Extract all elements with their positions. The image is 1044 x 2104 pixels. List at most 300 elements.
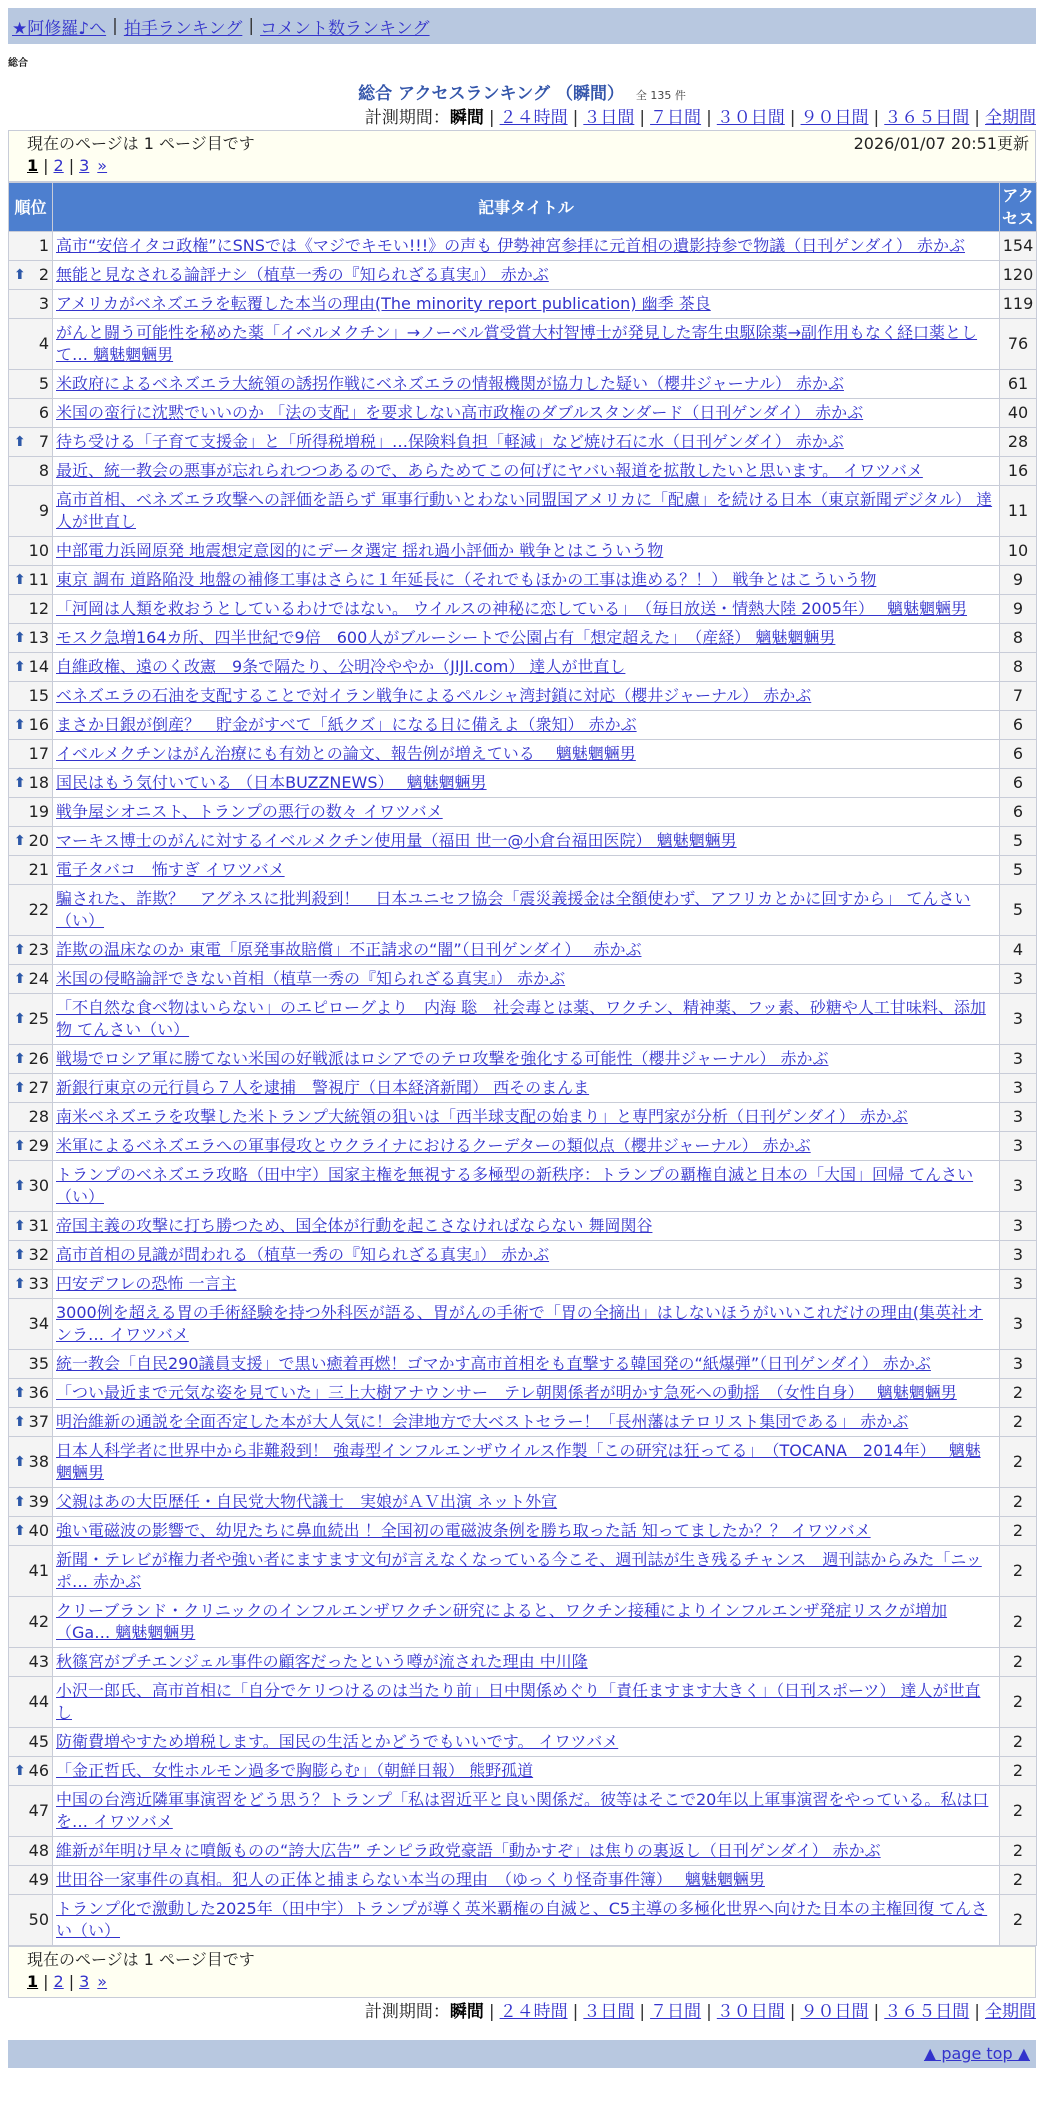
article-link[interactable]: 強い電磁波の影響で、幼児たちに鼻血続出 ！全国初の電磁波条例を勝ち取った話 知ってましたか？？ イワツバメ <box>56 1521 871 1540</box>
access-count: 76 <box>1000 319 1037 370</box>
article-link[interactable]: 防衛費増やすため増税します。国民の生活とかどうでもいいです。 イワツバメ <box>56 1732 619 1751</box>
period-link[interactable]: ２４時間 <box>499 2002 568 2022</box>
title-cell <box>53 769 1000 798</box>
period-separator: | <box>706 108 712 128</box>
rank-number: 9 <box>38 501 49 520</box>
up-arrow-icon: ⬆ <box>14 1011 26 1027</box>
table-row <box>9 1837 1037 1866</box>
column-header-title: 記事タイトル <box>53 183 1000 232</box>
pager-separator: | <box>43 1972 49 1991</box>
table-row <box>9 232 1037 261</box>
period-separator: | <box>974 108 980 128</box>
period-separator: | <box>789 2002 796 2022</box>
article-link[interactable]: クリーブランド・クリニックのインフルエンザワクチン研究によると、ワクチン接種によりインフルエンザ発症リスクが増加（Ga… 魑魅魍魎男 <box>56 1601 948 1642</box>
article-link[interactable]: まさか日銀が倒産？ 貯金がすべて「紙クズ」になる日に備えよ（衆知） 赤かぶ <box>56 715 637 734</box>
rank-number: 32 <box>28 1245 49 1264</box>
rank-number: 39 <box>28 1492 49 1511</box>
article-link[interactable]: 「金正哲氏、女性ホルモン過多で胸膨らむ」（朝鮮日報） 熊野孤道 <box>56 1761 534 1780</box>
title-cell <box>53 798 1000 827</box>
access-count: 119 <box>1000 290 1037 319</box>
title-cell <box>53 1212 1000 1241</box>
period-link[interactable]: ３日間 <box>583 108 635 128</box>
access-count: 2 <box>1000 1517 1037 1546</box>
table-row <box>9 1241 1037 1270</box>
table-row <box>9 624 1037 653</box>
period-current: 瞬間 <box>449 108 484 128</box>
access-count: 3 <box>1000 1045 1037 1074</box>
rank-cell <box>9 1408 53 1437</box>
article-link[interactable]: 高市首相の見識が問われる（植草一秀の『知られざる真実』） 赤かぶ <box>56 1245 550 1264</box>
title-cell <box>53 624 1000 653</box>
rank-cell <box>9 428 53 457</box>
title-cell <box>53 1546 1000 1597</box>
title-cell <box>53 566 1000 595</box>
title-cell <box>53 428 1000 457</box>
rank-number: 24 <box>28 969 49 988</box>
table-row <box>9 399 1037 428</box>
table-row <box>9 1270 1037 1299</box>
title-cell <box>53 261 1000 290</box>
rank-cell <box>9 1212 53 1241</box>
article-link[interactable]: 統一教会「自民290議員支援」で黒い癒着再燃！ゴマかす高市首相をも直撃する韓国発の“紙爆弾”（日刊ゲンダイ） 赤かぶ <box>56 1354 931 1373</box>
table-row <box>9 1379 1037 1408</box>
article-link[interactable]: 小沢一郎氏、高市首相に「自分でケリつけるのは当たり前」日中関係めぐり「責任ますます大きく」（日刊スポーツ） 達人が世直し <box>56 1681 981 1722</box>
rank-cell <box>9 1350 53 1379</box>
access-count: 7 <box>1000 682 1037 711</box>
column-header-rank: 順位 <box>9 183 53 232</box>
access-count: 3 <box>1000 1270 1037 1299</box>
period-current: 瞬間 <box>449 2002 484 2022</box>
page-title <box>0 79 1044 104</box>
rank-cell <box>9 261 53 290</box>
up-arrow-icon: ⬆ <box>14 1247 26 1263</box>
article-link[interactable]: 円安デフレの恐怖 一言主 <box>56 1274 237 1293</box>
table-row <box>9 1648 1037 1677</box>
title-cell <box>53 537 1000 566</box>
table-row <box>9 1212 1037 1241</box>
rank-number: 43 <box>28 1652 49 1671</box>
up-arrow-icon: ⬆ <box>14 1276 26 1292</box>
rank-cell <box>9 1677 53 1728</box>
access-count: 3 <box>1000 1074 1037 1103</box>
rank-number: 30 <box>28 1176 49 1195</box>
access-count: 40 <box>1000 399 1037 428</box>
pager-separator: | <box>68 1972 75 1991</box>
table-row <box>9 537 1037 566</box>
rank-number: 37 <box>28 1412 49 1431</box>
access-count: 6 <box>1000 769 1037 798</box>
rank-number: 26 <box>28 1049 49 1068</box>
access-count: 2 <box>1000 1757 1037 1786</box>
access-count: 9 <box>1000 566 1037 595</box>
nav-link-asyura[interactable]: ★阿修羅♪へ <box>12 18 107 39</box>
article-link[interactable]: 世田谷一家事件の真相。犯人の正体と捕まらない本当の理由 （ゆっくり怪奇事件簿） 魑魅魍魎男 <box>56 1870 765 1889</box>
rank-number: 12 <box>28 599 49 618</box>
rank-cell <box>9 1728 53 1757</box>
article-link[interactable]: 維新が年明け早々に噴飯ものの“誇大広告” チンピラ政党豪語「動かすぞ」は焦りの裏返し（日刊ゲンダイ） 赤かぶ <box>56 1841 881 1860</box>
pager-current-page: 1 <box>27 1972 39 1991</box>
article-link[interactable]: トランプのベネズエラ攻略（田中宇）国家主権を無視する多極型の新秩序：トランプの覇権自滅と日本の「大国」回帰 てんさい（い） <box>56 1165 974 1206</box>
table-row <box>9 1895 1037 1946</box>
access-count: 3 <box>1000 1132 1037 1161</box>
up-arrow-icon: ⬆ <box>14 1454 26 1470</box>
pager-page-link[interactable]: 2 <box>53 1972 64 1991</box>
rank-number: 17 <box>28 744 49 763</box>
period-link[interactable]: ９０日間 <box>800 2002 869 2022</box>
rank-number: 4 <box>38 334 49 353</box>
access-count: 2 <box>1000 1895 1037 1946</box>
rank-number: 27 <box>28 1078 49 1097</box>
article-link[interactable]: 3000例を超える胃の手術経験を持つ外科医が語る、胃がんの手術で「胃の全摘出」はしないほうがいいこれだけの理由(集英社オンラ… イワツバメ <box>56 1303 983 1344</box>
title-cell <box>53 1757 1000 1786</box>
article-link[interactable]: 新銀行東京の元行員ら７人を逮捕 警視庁（日本経済新聞） 西そのまんま <box>56 1078 590 1097</box>
table-row <box>9 566 1037 595</box>
article-link[interactable]: 「不自然な食べ物はいらない」のエピローグより 内海 聡 社会毒とは薬、ワクチン、精神薬、フッ素、砂糖や人工甘味料、添加物 てんさい（い） <box>56 998 986 1039</box>
table-row <box>9 885 1037 936</box>
title-cell <box>53 1488 1000 1517</box>
rank-cell <box>9 399 53 428</box>
rank-number: 5 <box>38 374 49 393</box>
pager-next-link[interactable]: » <box>97 156 108 175</box>
rank-cell <box>9 936 53 965</box>
period-label: 計測期間： <box>364 108 450 128</box>
title-cell <box>53 1045 1000 1074</box>
rank-cell <box>9 595 53 624</box>
access-count: 2 <box>1000 1866 1037 1895</box>
rank-number: 13 <box>28 628 49 647</box>
rank-number: 15 <box>28 686 49 705</box>
pager-page-link[interactable]: 3 <box>79 156 90 175</box>
period-link[interactable]: ３０日間 <box>716 2002 785 2022</box>
title-cell <box>53 232 1000 261</box>
article-link[interactable]: 秋篠宮がプチエンジェル事件の顧客だったという噂が流された理由 中川隆 <box>56 1652 588 1671</box>
access-count: 10 <box>1000 537 1037 566</box>
title-cell <box>53 1895 1000 1946</box>
period-separator: | <box>873 108 880 128</box>
article-link[interactable]: がんと闘う可能性を秘めた薬「イベルメクチン」→ノーベル賞受賞大村智博士が発見した寄生虫駆除薬→副作用もなく経口薬として… 魑魅魍魎男 <box>56 323 978 364</box>
table-row <box>9 1757 1037 1786</box>
pager-current-page: 1 <box>27 156 39 175</box>
access-count: 3 <box>1000 965 1037 994</box>
title-cell <box>53 1132 1000 1161</box>
period-separator: | <box>789 108 796 128</box>
access-count: 11 <box>1000 486 1037 537</box>
rank-number: 11 <box>28 570 49 589</box>
title-cell <box>53 1786 1000 1837</box>
pager-page-link[interactable]: 2 <box>53 156 64 175</box>
up-arrow-icon: ⬆ <box>14 1138 26 1154</box>
table-row <box>9 1866 1037 1895</box>
table-row <box>9 1597 1037 1648</box>
article-link[interactable]: 国民はもう気付いている （日本BUZZNEWS） 魑魅魍魎男 <box>56 773 487 792</box>
rank-cell <box>9 1866 53 1895</box>
article-link[interactable]: 詐欺の温床なのか 東電「原発事故賠償」不正請求の“闇”（日刊ゲンダイ） 赤かぶ <box>56 940 642 959</box>
rank-cell <box>9 1132 53 1161</box>
period-link[interactable]: ３日間 <box>583 2002 635 2022</box>
total-count: 全 135 件 <box>635 89 686 102</box>
rank-cell <box>9 457 53 486</box>
access-count: 2 <box>1000 1408 1037 1437</box>
page-top-link[interactable]: ▲ page top ▲ <box>923 2044 1030 2063</box>
period-link[interactable]: ３０日間 <box>716 108 785 128</box>
rank-cell <box>9 624 53 653</box>
access-count: 2 <box>1000 1437 1037 1488</box>
table-row <box>9 936 1037 965</box>
article-link[interactable]: 東京 調布 道路陥没 地盤の補修工事はさらに１年延長に（それでもほかの工事は進める？！） 戦争とはこういう物 <box>56 570 877 589</box>
rank-number: 8 <box>38 461 49 480</box>
rank-cell <box>9 1786 53 1837</box>
title-cell <box>53 1270 1000 1299</box>
article-link[interactable]: 米国の蛮行に沈黙でいいのか 「法の支配」を要求しない高市政権のダブルスタンダード（日刊ゲンダイ） 赤かぶ <box>56 403 864 422</box>
up-arrow-icon: ⬆ <box>14 572 26 588</box>
rank-cell <box>9 1837 53 1866</box>
article-link[interactable]: 新聞・テレビが権力者や強い者にますます文句が言えなくなっている今こそ、週刊誌が生き残るチャンス 週刊誌からみた「ニッポ… 赤かぶ <box>56 1550 982 1591</box>
article-link[interactable]: 帝国主義の攻撃に打ち勝つため、国全体が行動を起こさなければならない 舞岡関谷 <box>56 1216 653 1235</box>
table-row <box>9 653 1037 682</box>
rank-number: 18 <box>28 773 49 792</box>
title-cell <box>53 1074 1000 1103</box>
rank-number: 40 <box>28 1521 49 1540</box>
article-link[interactable]: 高市首相、ベネズエラ攻撃への評価を語らず 軍事行動いとわない同盟国アメリカに「配慮」を続ける日本（東京新聞デジタル） 達人が世直し <box>56 490 993 531</box>
access-count: 2 <box>1000 1546 1037 1597</box>
rank-cell <box>9 965 53 994</box>
rank-cell <box>9 1488 53 1517</box>
up-arrow-icon: ⬆ <box>14 775 26 791</box>
access-count: 3 <box>1000 1350 1037 1379</box>
rank-number: 48 <box>28 1841 49 1860</box>
period-selector-bottom <box>8 2002 1036 2022</box>
rank-cell <box>9 711 53 740</box>
table-row <box>9 769 1037 798</box>
page-info-top <box>8 130 1036 182</box>
title-cell <box>53 1597 1000 1648</box>
table-row <box>9 856 1037 885</box>
article-link[interactable]: 自維政権、遠のく改憲 9条で隔たり、公明冷ややか（JIJI.com） 達人が世直し <box>56 657 626 676</box>
access-count: 2 <box>1000 1677 1037 1728</box>
table-row <box>9 595 1037 624</box>
access-count: 6 <box>1000 798 1037 827</box>
period-link[interactable]: ２４時間 <box>499 108 568 128</box>
title-cell <box>53 1517 1000 1546</box>
title-cell <box>53 319 1000 370</box>
access-count: 5 <box>1000 856 1037 885</box>
title-cell <box>53 370 1000 399</box>
rank-number: 47 <box>28 1801 49 1820</box>
rank-cell <box>9 232 53 261</box>
period-separator: | <box>974 2002 980 2022</box>
table-row <box>9 1408 1037 1437</box>
article-link[interactable]: 戦場でロシア軍に勝てない米国の好戦派はロシアでのテロ攻撃を強化する可能性（櫻井ジャーナル） 赤かぶ <box>56 1049 829 1068</box>
updated-time: 2026/01/07 20:51更新 <box>853 134 1029 153</box>
article-link[interactable]: マーキス博士のがんに対するイベルメクチン使用量（福田 世一@小倉台福田医院） 魑魅魍魎男 <box>56 831 737 850</box>
pager-separator: | <box>68 156 75 175</box>
access-count: 2 <box>1000 1728 1037 1757</box>
access-count: 2 <box>1000 1597 1037 1648</box>
rank-cell <box>9 1299 53 1350</box>
rank-cell <box>9 1103 53 1132</box>
rank-number: 36 <box>28 1383 49 1402</box>
up-arrow-icon: ⬆ <box>14 971 26 987</box>
rank-number: 1 <box>38 236 49 255</box>
up-arrow-icon: ⬆ <box>14 1763 26 1779</box>
rank-cell <box>9 290 53 319</box>
period-label: 計測期間： <box>364 2002 450 2022</box>
up-arrow-icon: ⬆ <box>14 1218 26 1234</box>
rank-number: 25 <box>28 1009 49 1028</box>
rank-cell <box>9 486 53 537</box>
table-row <box>9 486 1037 537</box>
access-count: 6 <box>1000 740 1037 769</box>
table-row <box>9 319 1037 370</box>
period-link[interactable]: ３６５日間 <box>884 2002 970 2022</box>
title-cell <box>53 486 1000 537</box>
up-arrow-icon: ⬆ <box>14 1523 26 1539</box>
title-cell <box>53 1241 1000 1270</box>
rank-cell <box>9 1895 53 1946</box>
access-count: 3 <box>1000 1103 1037 1132</box>
article-link[interactable]: ベネズエラの石油を支配することで対イラン戦争によるペルシャ湾封鎖に対応（櫻井ジャーナル） 赤かぶ <box>56 686 812 705</box>
access-count: 3 <box>1000 1161 1037 1212</box>
table-row <box>9 711 1037 740</box>
title-cell <box>53 965 1000 994</box>
period-separator: | <box>706 2002 712 2022</box>
article-link[interactable]: 米軍によるベネズエラへの軍事侵攻とウクライナにおけるクーデターの類似点（櫻井ジャーナル） 赤かぶ <box>56 1136 811 1155</box>
article-link[interactable]: 「つい最近まで元気な姿を見ていた」三上大樹アナウンサー テレ朝関係者が明かす急死への動揺 （女性自身） 魑魅魍魎男 <box>56 1383 957 1402</box>
title-cell <box>53 1408 1000 1437</box>
period-link[interactable]: ７日間 <box>650 108 702 128</box>
footer-bar <box>8 2040 1036 2068</box>
table-row <box>9 1786 1037 1837</box>
up-arrow-icon: ⬆ <box>14 833 26 849</box>
article-link[interactable]: 米政府によるベネズエラ大統領の誘拐作戦にベネズエラの情報機関が協力した疑い（櫻井ジャーナル） 赤かぶ <box>56 374 844 393</box>
article-link[interactable]: 明治維新の通説を全面否定した本が大人気に！会津地方で大ベストセラー！「長州藩はテロリスト集団である」 赤かぶ <box>56 1412 909 1431</box>
table-row <box>9 1437 1037 1488</box>
article-link[interactable]: 日本人科学者に世界中から非難殺到！ 強毒型インフルエンザウイルス作製「この研究は狂ってる」 （TOCANA 2014年） 魑魅魍魎男 <box>56 1441 981 1482</box>
title-cell <box>53 290 1000 319</box>
article-link[interactable]: 高市“安倍イタコ政権”にSNSでは《マジでキモい!!!》の声も 伊勢神宮参拝に元首相の遺影持参で物議（日刊ゲンダイ） 赤かぶ <box>56 236 965 255</box>
table-row <box>9 798 1037 827</box>
title-cell <box>53 936 1000 965</box>
up-arrow-icon: ⬆ <box>14 717 26 733</box>
current-page-text-bottom: 現在のページは 1 ページ目です <box>27 1950 255 1969</box>
rank-number: 41 <box>28 1561 49 1580</box>
title-cell <box>53 827 1000 856</box>
article-link[interactable]: 南米ベネズエラを攻撃した米トランプ大統領の狙いは「西半球支配の始まり」と専門家が分析（日刊ゲンダイ） 赤かぶ <box>56 1107 908 1126</box>
rank-number: 38 <box>28 1452 49 1471</box>
rank-cell <box>9 769 53 798</box>
table-row <box>9 290 1037 319</box>
rank-cell <box>9 319 53 370</box>
top-navigation <box>8 8 1036 44</box>
access-count: 5 <box>1000 885 1037 936</box>
article-link[interactable]: 騙された、詐欺？ アグネスに批判殺到！ 日本ユニセフ協会「震災義援金は全額使わず、アフリカとかに回すから」 てんさい（い） <box>56 889 971 930</box>
rank-number: 21 <box>28 860 49 879</box>
period-selector-top <box>8 108 1036 128</box>
up-arrow-icon: ⬆ <box>14 1494 26 1510</box>
period-link[interactable]: ３６５日間 <box>884 108 970 128</box>
pager-page-link[interactable]: 3 <box>79 1972 90 1991</box>
article-link[interactable]: 電子タバコ 怖すぎ イワツバメ <box>56 860 285 879</box>
article-link[interactable]: 無能と見なされる論評ナシ（植草一秀の『知られざる真実』） 赤かぶ <box>56 265 549 284</box>
period-link[interactable]: 全期間 <box>985 108 1036 128</box>
up-arrow-icon: ⬆ <box>14 942 26 958</box>
title-cell <box>53 1437 1000 1488</box>
article-link[interactable]: 待ち受ける「子育て支援金」と「所得税増税」…保険料負担「軽減」など焼け石に水（日刊ゲンダイ） 赤かぶ <box>56 432 844 451</box>
category-label: 総合 <box>8 58 28 69</box>
pager-top <box>9 155 1035 177</box>
article-link[interactable]: 最近、統一教会の悪事が忘れられつつあるので、あらためてこの何げにヤバい報道を拡散したいと思います。 イワツバメ <box>56 461 923 480</box>
up-arrow-icon: ⬆ <box>14 434 26 450</box>
table-row <box>9 965 1037 994</box>
rank-cell <box>9 1241 53 1270</box>
period-separator: | <box>488 108 495 128</box>
period-link[interactable]: 全期間 <box>985 2002 1036 2022</box>
rank-cell <box>9 1270 53 1299</box>
access-count: 6 <box>1000 711 1037 740</box>
table-row <box>9 1517 1037 1546</box>
article-link[interactable]: トランプ化で激動した2025年（田中宇）トランプが導く英米覇権の自滅と、C5主導の多極化世界へ向けた日本の主権回復 てんさい（い） <box>56 1899 988 1940</box>
article-link[interactable]: 中部電力浜岡原発 地震想定意図的にデータ選定 揺れ過小評価か 戦争とはこういう物 <box>56 541 664 560</box>
period-link[interactable]: ７日間 <box>650 2002 702 2022</box>
rank-cell <box>9 1437 53 1488</box>
access-count: 120 <box>1000 261 1037 290</box>
title-cell <box>53 1103 1000 1132</box>
up-arrow-icon: ⬆ <box>14 1178 26 1194</box>
article-link[interactable]: 「河岡は人類を救おうとしているわけではない。 ウイルスの神秘に恋している」 （毎日放送・情熱大陸 2005年） 魑魅魍魎男 <box>56 599 968 618</box>
article-link[interactable]: イベルメクチンはがん治療にも有効との論文、報告例が増えている 魑魅魍魎男 <box>56 744 636 763</box>
rank-number: 6 <box>38 403 49 422</box>
ranking-table <box>8 182 1037 1946</box>
table-row <box>9 428 1037 457</box>
rank-cell <box>9 1517 53 1546</box>
rank-cell <box>9 1074 53 1103</box>
article-link[interactable]: モスク急増164カ所、四半世紀で9倍 600人がブルーシートで公園占有「想定超えた」 （産経） 魑魅魍魎男 <box>56 628 836 647</box>
article-link[interactable]: 父親はあの大臣歴任・自民党大物代議士 実娘がＡＶ出演 ネット外宣 <box>56 1492 558 1511</box>
period-separator: | <box>572 2002 579 2022</box>
access-count: 3 <box>1000 994 1037 1045</box>
up-arrow-icon: ⬆ <box>14 267 26 283</box>
title-cell <box>53 1350 1000 1379</box>
period-link[interactable]: ９０日間 <box>800 108 869 128</box>
title-cell <box>53 740 1000 769</box>
table-row <box>9 1132 1037 1161</box>
rank-cell <box>9 1546 53 1597</box>
title-cell <box>53 595 1000 624</box>
article-link[interactable]: 戦争屋シオニスト、トランプの悪行の数々 イワツバメ <box>56 802 443 821</box>
rank-number: 7 <box>38 432 49 451</box>
article-link[interactable]: アメリカがベネズエラを転覆した本当の理由(The minority report publication) 幽季 茶良 <box>56 294 711 313</box>
rank-cell <box>9 994 53 1045</box>
access-count: 4 <box>1000 936 1037 965</box>
rank-number: 16 <box>28 715 49 734</box>
rank-number: 2 <box>38 265 49 284</box>
article-link[interactable]: 米国の侵略論評できない首相（植草一秀の『知られざる真実』） 赤かぶ <box>56 969 566 988</box>
current-page-text: 現在のページは 1 ページ目です <box>27 134 255 153</box>
period-separator: | <box>639 108 646 128</box>
nav-link-clap-ranking[interactable]: 拍手ランキング <box>123 18 243 39</box>
up-arrow-icon: ⬆ <box>14 659 26 675</box>
nav-link-comment-ranking[interactable]: コメント数ランキング <box>260 18 430 39</box>
rank-number: 28 <box>28 1107 49 1126</box>
article-link[interactable]: 中国の台湾近隣軍事演習をどう思う？トランプ「私は習近平と良い関係だ。彼等はそこで20年以上軍事演習をやっている。私は口を… イワツバメ <box>56 1790 989 1831</box>
rank-number: 31 <box>28 1216 49 1235</box>
title-cell <box>53 885 1000 936</box>
table-row <box>9 994 1037 1045</box>
pager-next-link[interactable]: » <box>97 1972 108 1991</box>
rank-cell <box>9 653 53 682</box>
table-row <box>9 1488 1037 1517</box>
access-count: 3 <box>1000 1299 1037 1350</box>
